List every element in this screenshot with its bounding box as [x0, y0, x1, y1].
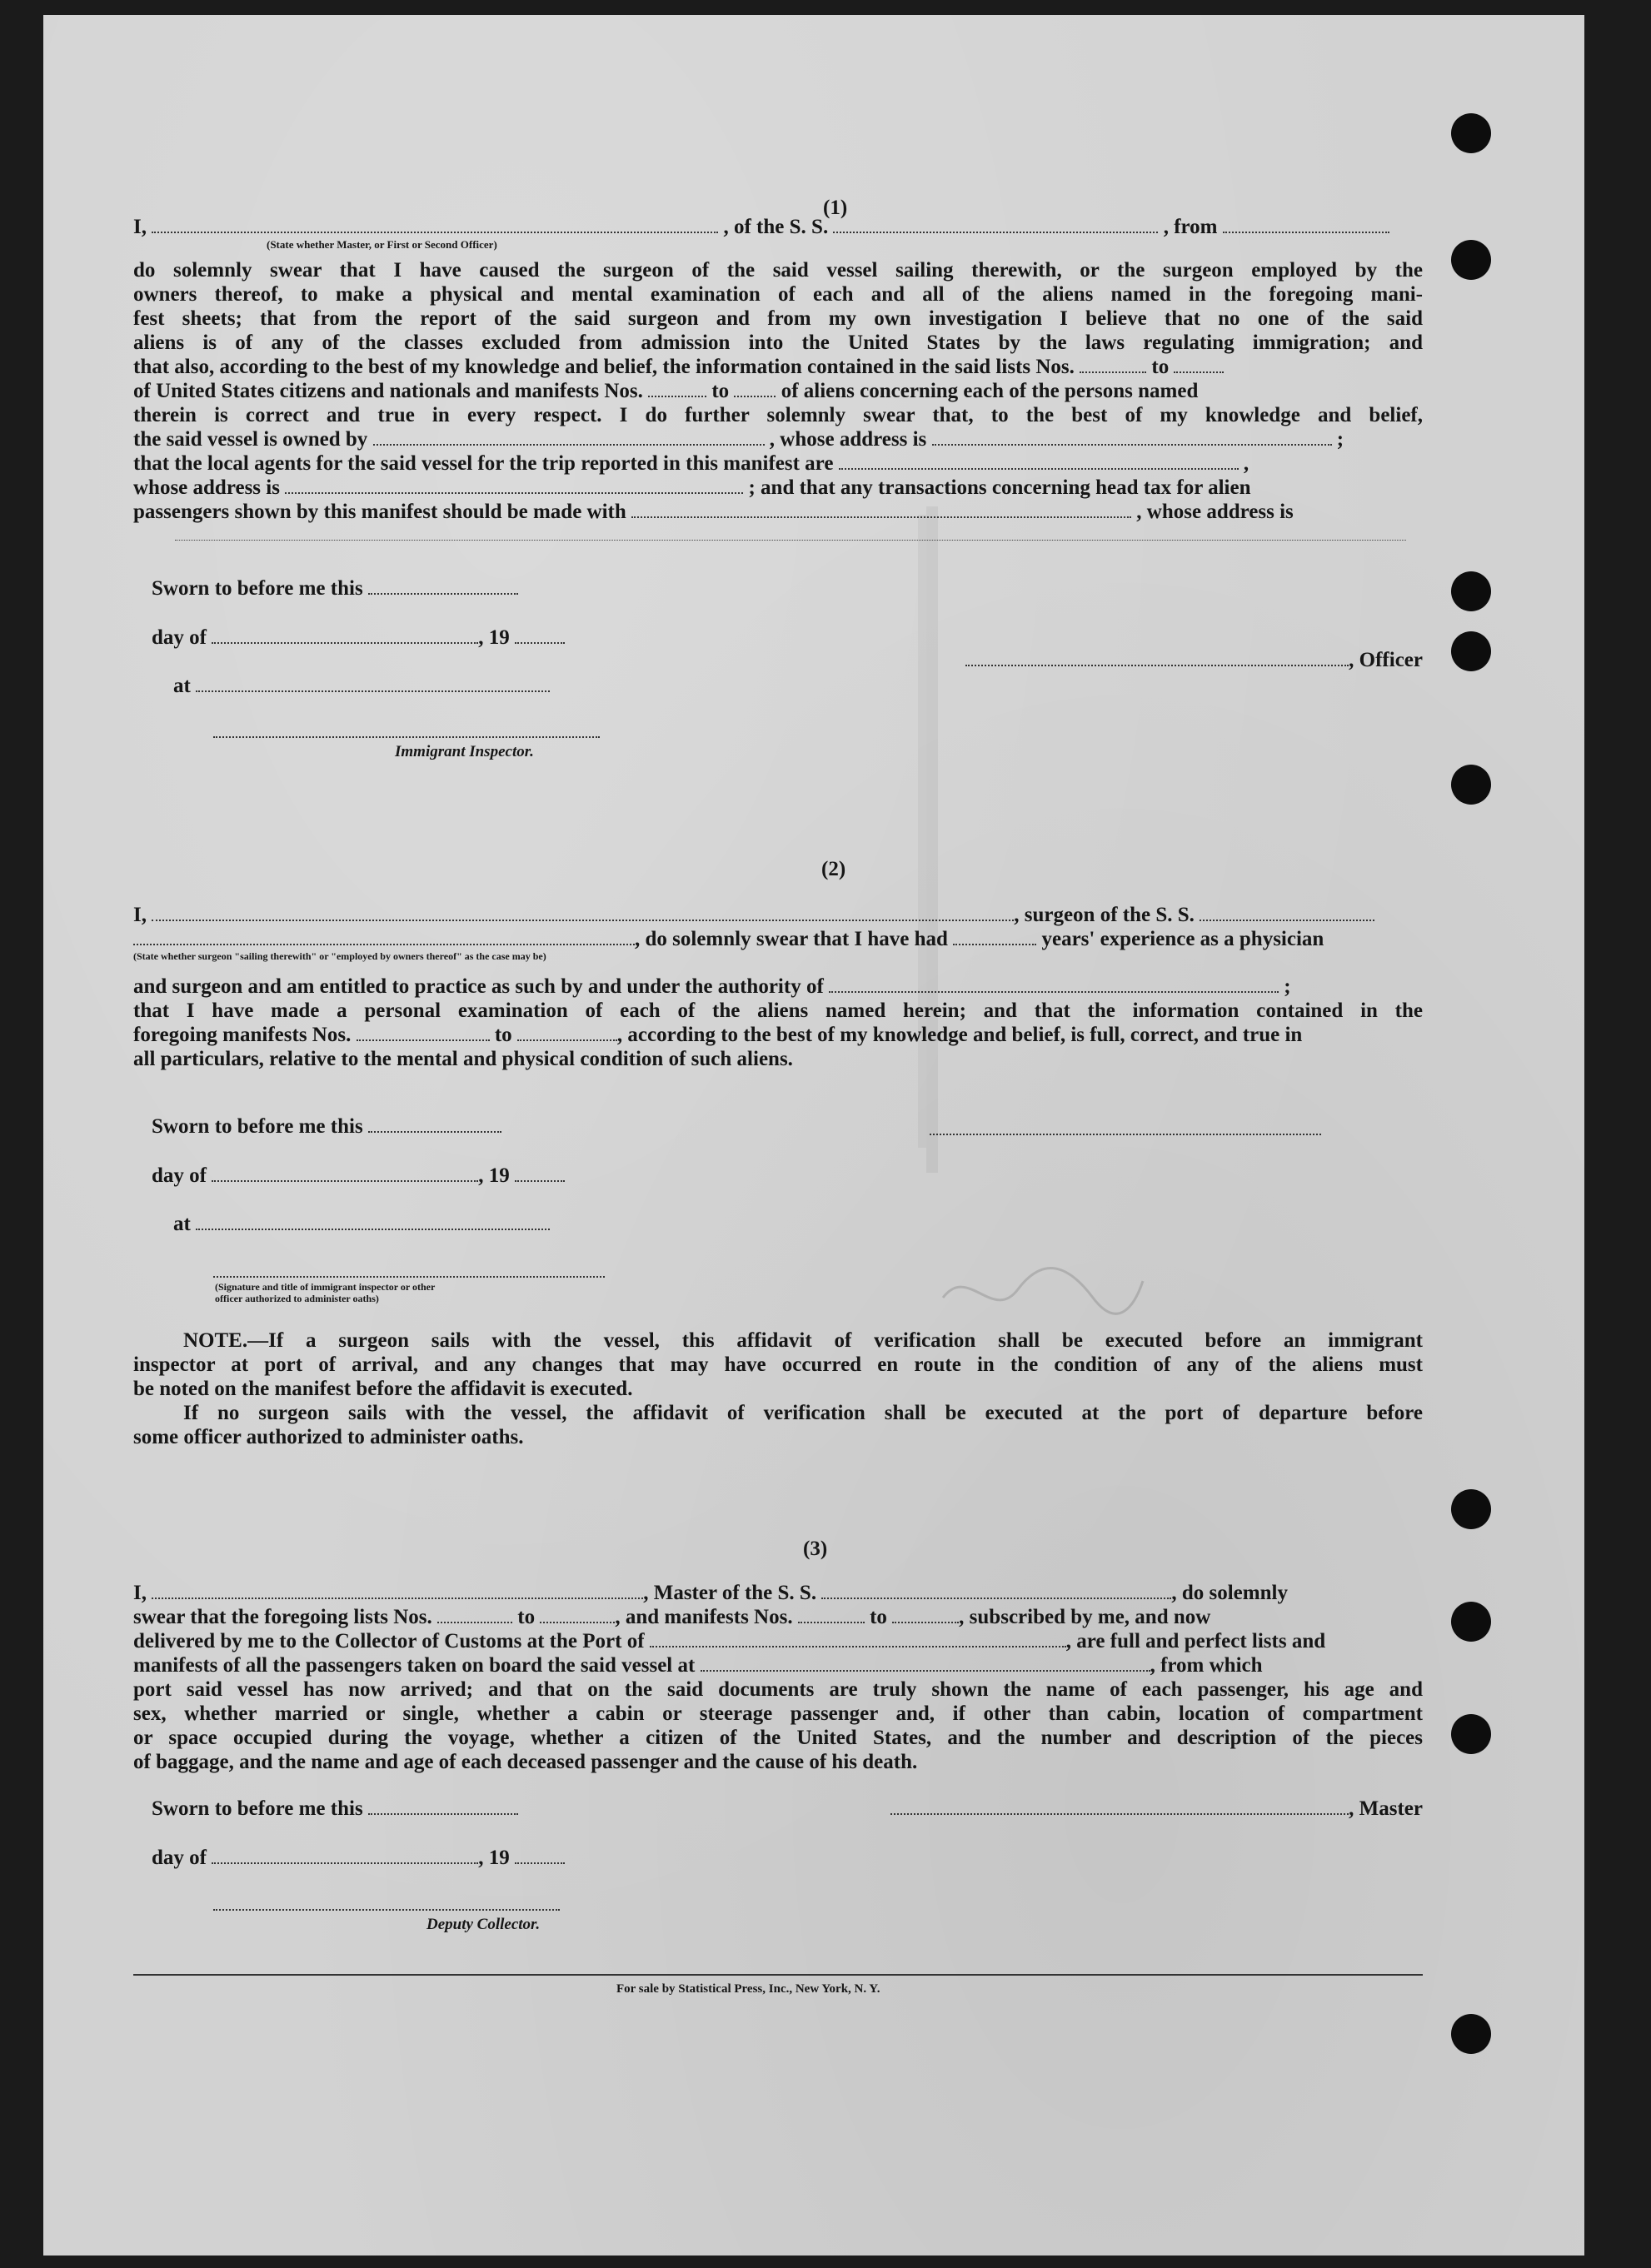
section-1-manifests-line — [133, 379, 1423, 403]
text-passengers-shown: passengers shown by this manifest should be made with — [133, 501, 626, 523]
text-manifests-nos: of United States citizens and nationals and manifests Nos. — [133, 380, 643, 402]
manifests-to-field[interactable] — [734, 381, 776, 397]
section-3-number: (3) — [803, 1538, 828, 1560]
manifests-from-field[interactable] — [648, 381, 706, 397]
from-port-field[interactable] — [1223, 217, 1389, 233]
authority-field[interactable] — [829, 976, 1279, 993]
section-1-paragraph-line: fest sheets; that from the report of the said surgeon and from my own investigation I believe that no one of the said — [133, 307, 1423, 330]
section-1-paragraph-line: aliens is of any of the classes excluded from admission into the United States by the laws regulating immigration; and — [133, 331, 1423, 354]
text-to: to — [870, 1606, 887, 1628]
section-2-at-line — [173, 1212, 1463, 1236]
text-solemnly-swear: , do solemnly swear that I have had — [635, 928, 948, 950]
text-sworn: Sworn to before me this — [152, 1115, 363, 1138]
caption-surgeon: (State whether surgeon "sailing therewith" or "employed by owners thereof" as the case may be) — [133, 950, 546, 962]
text-semicolon: ; — [1336, 428, 1344, 451]
section-2-manifests-line — [133, 1023, 1423, 1047]
lists-to-field[interactable] — [1174, 356, 1224, 373]
surgeon-manifests-from-field[interactable] — [357, 1024, 490, 1041]
section-3-paragraph-line: sex, whether married or single, whether a cabin or steerage passenger and, if other than cabin, location of compartment — [133, 1702, 1423, 1725]
text-i: I, — [133, 216, 147, 238]
text-lists-nos: swear that the foregoing lists Nos. — [133, 1606, 432, 1628]
caption-signature: (Signature and title of immigrant inspector or other officer authorized to administer oaths) — [215, 1281, 436, 1304]
boarding-port-field[interactable] — [701, 1655, 1150, 1672]
section-1-paragraph-line: owners thereof, to make a physical and mental examination of each and all of the aliens named in the foregoing mani- — [133, 283, 1423, 306]
vessel-name-field[interactable] — [833, 217, 1158, 233]
officer-signature-field[interactable] — [965, 650, 1349, 666]
text-officer: , Officer — [1349, 649, 1423, 671]
text-day-of: day of — [152, 626, 207, 649]
officer-signature-line[interactable] — [213, 1276, 605, 1278]
punch-hole — [1451, 1489, 1491, 1529]
text-at: at — [173, 1213, 191, 1235]
section-2-paragraph-line: that I have made a personal examination of each of the aliens named herein; and that the information contained in the — [133, 999, 1423, 1022]
section-1-at-line — [173, 674, 1463, 698]
text-full-correct: , according to the best of my knowledge and belief, is full, correct, and true in — [616, 1024, 1303, 1046]
master-vessel-field[interactable] — [821, 1583, 1171, 1599]
note-line: some officer authorized to administer oaths. — [133, 1426, 524, 1448]
surgeon-sworn-day-field[interactable] — [368, 1116, 501, 1133]
punch-hole — [1451, 765, 1491, 805]
surgeon-status-field[interactable] — [133, 929, 635, 945]
faint-signature-scrawl — [935, 1248, 1151, 1331]
bleed-through-block — [510, 506, 938, 1173]
sworn-month-field[interactable] — [212, 627, 478, 644]
surgeon-sworn-place-field[interactable] — [196, 1214, 550, 1230]
punch-hole — [1451, 631, 1491, 671]
footer-rule — [133, 1974, 1423, 1976]
document-scan — [43, 15, 1584, 2256]
surgeon-manifests-to-field[interactable] — [517, 1024, 617, 1041]
text-at: at — [173, 675, 191, 697]
master-lists-to-field[interactable] — [540, 1607, 615, 1623]
text-from: , from — [1163, 216, 1218, 238]
text-manifests-nos: foregoing manifests Nos. — [133, 1024, 352, 1046]
master-signature-field[interactable] — [890, 1798, 1349, 1815]
surgeon-sworn-month-field[interactable] — [212, 1165, 478, 1182]
text-to: to — [494, 1024, 512, 1046]
text-master: , Master — [1349, 1797, 1423, 1820]
punch-hole — [1451, 1602, 1491, 1642]
section-2-number: (2) — [821, 858, 846, 880]
section-3-paragraph-line: port said vessel has now arrived; and that on the said documents are truly shown the name of each passenger, his age and — [133, 1678, 1423, 1701]
text-collector-port: delivered by me to the Collector of Customs at the Port of — [133, 1630, 645, 1652]
section-1-head-tax-line — [133, 500, 1423, 524]
section-1-number: (1) — [823, 197, 848, 219]
punch-hole — [1451, 571, 1491, 611]
text-lists-nos: that also, according to the best of my knowledge and belief, the information contained in the said lists Nos. — [133, 356, 1075, 378]
caption-deputy-collector: Deputy Collector. — [426, 1916, 541, 1933]
master-manifests-to-field[interactable] — [892, 1607, 959, 1623]
separator-rule — [175, 540, 1406, 541]
text-master-of-ss: , Master of the S. S. — [643, 1582, 817, 1604]
note-line: If no surgeon sails with the vessel, the affidavit of verification shall be executed at the port of departure before — [183, 1402, 1423, 1424]
text-subscribed: , subscribed by me, and now — [959, 1606, 1211, 1628]
inspector-signature-line[interactable] — [213, 736, 600, 738]
text-day-of: day of — [152, 1847, 207, 1869]
caption-immigrant-inspector: Immigrant Inspector. — [395, 743, 534, 760]
text-do-solemnly: , do solemnly — [1171, 1582, 1288, 1604]
text-i: I, — [133, 1582, 147, 1604]
section-2-day-line — [152, 1164, 1441, 1188]
section-3-port-line — [133, 1629, 1423, 1653]
master-sworn-month-field[interactable] — [212, 1847, 478, 1864]
text-day-of: day of — [152, 1164, 207, 1187]
surgeon-name-field[interactable] — [152, 905, 1014, 921]
port-field[interactable] — [650, 1631, 1066, 1647]
sworn-year-field[interactable] — [515, 627, 565, 644]
text-to: to — [1151, 356, 1170, 378]
text-nineteen: , 19 — [478, 1164, 510, 1187]
section-1-officer-sign-line — [883, 648, 1423, 672]
note-line: inspector at port of arrival, and any changes that may have occurred en route in the condition of any of the aliens must — [133, 1353, 1423, 1376]
master-lists-from-field[interactable] — [437, 1607, 512, 1623]
agent-address-field[interactable] — [285, 477, 743, 494]
section-1-lists-line — [133, 355, 1423, 379]
text-i: I, — [133, 904, 147, 926]
text-taken-on-board: manifests of all the passengers taken on board the said vessel at — [133, 1654, 696, 1677]
master-sworn-year-field[interactable] — [515, 1847, 565, 1864]
text-from-which: , from which — [1150, 1654, 1263, 1677]
punch-hole — [1451, 2014, 1491, 2054]
section-3-master-sign-line — [883, 1797, 1423, 1821]
section-3-paragraph-line: of baggage, and the name and age of each deceased passenger and the cause of his death. — [133, 1751, 918, 1773]
text-full-perfect: , are full and perfect lists and — [1065, 1630, 1326, 1652]
master-sworn-day-field[interactable] — [368, 1798, 518, 1815]
text-authority: and surgeon and am entitled to practice as such by and under the authority of — [133, 975, 824, 998]
text-whose-address: , whose address is — [769, 428, 927, 451]
text-to: to — [517, 1606, 536, 1628]
punch-hole — [1451, 113, 1491, 153]
owner-address-field[interactable] — [932, 429, 1332, 446]
text-nineteen: , 19 — [478, 1847, 510, 1869]
section-1-paragraph-line: do solemnly swear that I have caused the surgeon of the said vessel sailing therewith, or the surgeon employed by the — [133, 259, 1423, 282]
officer-rank-field[interactable] — [152, 217, 718, 233]
text-years-experience: years' experience as a physician — [1041, 928, 1324, 950]
surgeon-signature-line[interactable] — [930, 1134, 1321, 1135]
sworn-place-field[interactable] — [196, 675, 550, 692]
section-2-paragraph-line: all particulars, relative to the mental and physical condition of such aliens. — [133, 1048, 793, 1070]
master-name-field[interactable] — [152, 1583, 643, 1599]
text-surgeon-of-ss: , surgeon of the S. S. — [1014, 904, 1195, 926]
section-3-lists-line — [133, 1605, 1423, 1629]
text-whose-address-is: , whose address is — [1136, 501, 1294, 523]
surgeon-sworn-year-field[interactable] — [515, 1165, 565, 1182]
section-3-master-line — [133, 1581, 1423, 1605]
section-1-owner-line — [133, 427, 1423, 451]
footer-imprint: For sale by Statistical Press, Inc., New York, N. Y. — [616, 1982, 880, 1996]
head-tax-party-field[interactable] — [631, 501, 1131, 518]
caption-officer: (State whether Master, or First or Second Officer) — [267, 238, 497, 251]
text-manifests-nos: , and manifests Nos. — [615, 1606, 793, 1628]
text-of-the-ss: , of the S. S. — [723, 216, 829, 238]
section-2-experience-line — [133, 927, 1423, 951]
owner-field[interactable] — [373, 429, 765, 446]
master-manifests-from-field[interactable] — [798, 1607, 865, 1623]
section-2-surgeon-line — [133, 903, 1423, 927]
punch-hole — [1451, 1714, 1491, 1754]
lists-from-field[interactable] — [1080, 356, 1146, 373]
section-3-paragraph-line: or space occupied during the voyage, whether a citizen of the United States, and the number and description of the pieces — [133, 1727, 1423, 1749]
text-to: to — [711, 380, 730, 402]
section-1-agent-address-line — [133, 476, 1423, 500]
text-local-agents: that the local agents for the said vessel for the trip reported in this manifest are — [133, 452, 834, 475]
years-experience-field[interactable] — [953, 929, 1036, 945]
section-3-day-line — [152, 1846, 1441, 1870]
section-2-authority-line — [133, 974, 1423, 999]
sworn-day-field[interactable] — [368, 578, 518, 595]
note-line: be noted on the manifest before the affidavit is executed. — [133, 1378, 633, 1400]
text-aliens-concerning: of aliens concerning each of the persons named — [781, 380, 1199, 402]
text-sworn: Sworn to before me this — [152, 1797, 363, 1820]
text-sworn: Sworn to before me this — [152, 577, 363, 600]
punch-hole — [1451, 240, 1491, 280]
text-head-tax: ; and that any transactions concerning head tax for alien — [748, 476, 1251, 499]
surgeon-vessel-field[interactable] — [1200, 905, 1374, 921]
text-whose-address-is: whose address is — [133, 476, 280, 499]
collector-signature-line[interactable] — [213, 1909, 560, 1911]
agents-field[interactable] — [839, 453, 1239, 470]
section-1-sworn-line — [152, 576, 1441, 601]
section-1-day-line — [152, 626, 1441, 650]
section-1-paragraph-line: therein is correct and true in every respect. I do further solemnly swear that, to the best of my knowledge and belief, — [133, 404, 1423, 426]
section-1-agents-line — [133, 451, 1423, 476]
text-owned-by: the said vessel is owned by — [133, 428, 368, 451]
section-3-boarding-line — [133, 1653, 1423, 1677]
section-1-officer-line — [133, 215, 1423, 239]
text-nineteen: , 19 — [478, 626, 510, 649]
text-comma: , — [1243, 452, 1249, 475]
note-line: NOTE.—If a surgeon sails with the vessel, this affidavit of verification shall be executed before an immigrant — [183, 1329, 1423, 1352]
text-semicolon: ; — [1284, 975, 1291, 998]
